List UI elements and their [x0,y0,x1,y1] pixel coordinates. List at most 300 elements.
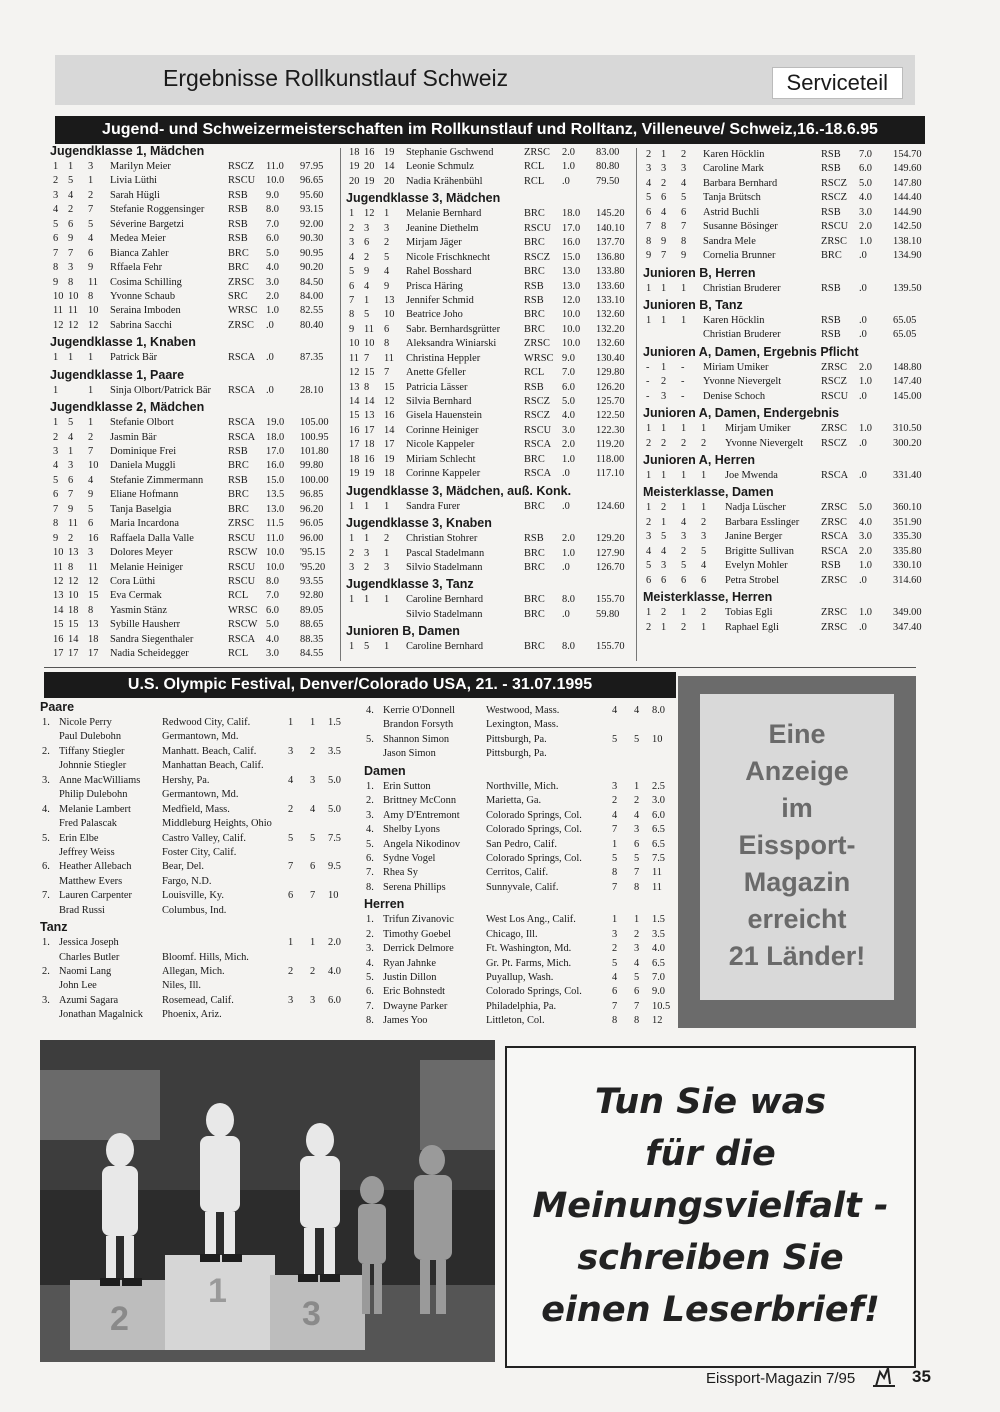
result-cell: 10.0 [266,547,285,559]
result-cell: 2 [661,607,667,619]
result-cell: RSB [228,204,248,216]
result-row [643,390,928,404]
result-cell: 6.0 [859,163,872,175]
result-cell: 8 [661,221,667,233]
result-cell: Maria Incardona [110,518,179,530]
result-cell: Petra Strobel [725,574,779,586]
result-cell: 7 [364,352,370,364]
result-cell: 5 [646,192,652,204]
result-cell: RSB [228,446,248,457]
result-cell: 9.5 [328,861,341,873]
section-label: Serviceteil [772,67,903,99]
result-cell: RSCA [524,468,552,480]
result-cell: BRC [524,500,545,512]
result-cell: 7 [288,861,294,873]
result-cell: 2 [681,621,687,633]
result-row [50,647,335,661]
result-cell: .0 [859,621,867,633]
result-cell: 10 [652,733,663,745]
result-cell: 2.0 [562,533,575,545]
result-cell: 1 [288,937,294,949]
result-cell: RSB [228,189,248,201]
result-cell: 2 [349,222,355,234]
result-cell: 89.05 [300,604,324,616]
ad-line: Magazin [743,867,851,897]
result-cell: Cosima Schilling [110,276,182,288]
result-cell: 19 [364,175,375,187]
result-cell: Evelyn Mohler [725,560,788,572]
result-cell: 10 [68,590,79,602]
result-row [346,265,632,279]
result-cell: ZRSC [228,319,254,331]
result-cell: 10 [68,290,79,302]
result-cell: 2. [42,745,50,757]
result-cell: Serena Phillips [383,881,446,893]
result-row [643,328,928,342]
result-cell: 155.70 [596,594,625,606]
result-cell: 1 [88,352,94,364]
result-cell: 7 [612,881,618,893]
result-cell: Melanie Heiniger [110,561,183,573]
result-cell: 1 [384,208,390,220]
result-cell: 79.50 [596,175,620,187]
result-cell: Silvio Stadelmann [406,561,483,573]
result-cell: 5. [42,832,50,844]
result-row [50,304,335,318]
results-column-5 [364,704,676,1029]
result-cell: 129.80 [596,367,625,379]
result-cell: 2 [701,437,707,449]
result-cell: 4. [366,957,374,969]
result-cell: Prisca Häring [406,280,463,292]
result-cell: 1 [384,500,390,512]
result-row [643,282,928,296]
result-cell: 7.0 [562,367,575,379]
result-cell: 3 [661,163,667,175]
result-cell: 1 [349,208,355,220]
result-cell: Cornelia Brunner [703,250,776,262]
result-cell: 65.05 [893,314,917,326]
result-row [40,1008,358,1022]
result-cell: 2 [612,943,618,955]
result-cell: 18 [384,468,395,480]
result-cell: 4 [364,280,370,292]
result-row [364,852,676,866]
result-cell: 7. [366,867,374,879]
result-cell: 1. [366,780,374,792]
result-cell: Bianca Zahler [110,247,169,259]
result-row [40,889,358,903]
result-cell: 5 [384,251,390,263]
result-cell: Cora Lüthi [110,575,156,587]
result-row [346,424,632,438]
result-row [346,280,632,294]
result-cell: 19 [384,147,395,158]
ad-line: 21 Länder! [728,941,866,971]
result-cell: .0 [859,574,867,586]
result-cell: 5 [634,972,640,983]
result-cell: 3 [384,561,390,573]
result-cell: 1.0 [859,376,872,388]
result-row [643,437,928,451]
result-cell: 1 [384,641,390,653]
result-cell: 8 [88,290,94,302]
result-cell: 1 [68,446,74,457]
result-cell: Manhatt. Beach, Calif. [162,745,257,757]
result-cell: 6.5 [652,824,665,836]
result-cell: 6 [88,247,94,259]
result-cell: 139.50 [893,282,922,294]
result-cell: 6 [88,518,94,530]
result-cell: 2 [384,533,390,545]
result-cell: Sabr. Bernhardsgrütter [406,323,501,335]
result-cell: 5 [634,852,640,864]
result-cell: 13 [68,547,79,559]
result-cell: 11.5 [266,518,284,530]
result-cell: RSB [821,206,841,218]
result-row [50,517,335,531]
result-cell: 4.0 [266,262,279,274]
result-cell: Germantown, Md. [162,731,239,743]
result-cell: 1 [681,607,687,619]
category-heading: Jugendklasse 1, Mädchen [50,144,205,158]
result-cell: 8 [53,262,59,274]
result-cell: Erin Sutton [383,780,431,792]
result-cell: RSB [524,381,544,393]
result-cell: 3.0 [652,795,665,807]
result-cell: 2.0 [562,439,575,451]
result-cell: 1. [366,914,374,926]
result-cell: RSB [821,149,841,160]
result-cell: BRC [524,608,545,620]
result-row [364,881,676,895]
result-cell: Louisville, Ky. [162,890,224,902]
result-cell: 6 [53,233,59,245]
result-row [50,174,335,188]
result-cell: 10 [349,338,360,350]
result-cell: 2 [646,621,652,633]
result-cell: 17 [68,648,79,660]
result-cell: 7. [42,890,50,902]
result-cell: 3 [364,547,370,559]
result-cell: 1 [612,914,618,926]
category-heading: Meisterklasse, Damen [643,485,774,500]
result-cell: 18 [68,604,79,616]
result-cell: 4 [681,516,687,528]
result-cell: 4.0 [328,966,341,977]
result-cell: 4 [384,266,390,278]
result-cell: 3.0 [266,648,279,660]
result-cell: 101.80 [300,446,329,457]
result-cell: 3 [661,390,667,402]
result-row [40,951,358,965]
result-cell: 3 [612,780,618,792]
result-cell: 10 [53,547,64,559]
result-cell: 6 [634,986,640,998]
advertisement-text [700,716,894,975]
result-cell: RSCZ [821,437,847,449]
result-cell: 2.0 [562,147,575,158]
result-cell: 9 [88,262,94,274]
result-cell: RSCA [228,352,256,364]
result-cell: Yvonne Nievergelt [703,376,782,388]
result-cell: 11 [53,561,64,573]
result-cell: 8 [612,867,618,879]
result-cell: 13 [53,590,64,602]
result-cell: .0 [859,250,867,262]
result-cell: 1 [681,470,687,481]
result-cell: 5 [88,218,94,230]
result-row [50,276,335,290]
result-cell: Christian Bruderer [703,329,781,341]
result-cell: 3 [53,189,59,201]
result-cell: 9 [384,280,390,292]
header-banner [55,55,915,105]
result-cell: 124.60 [596,500,625,512]
category-heading: Jugendklasse 3, Mädchen [346,191,501,206]
result-row [50,189,335,203]
result-cell: 5 [612,733,618,745]
result-cell: Northville, Mich. [486,780,559,792]
result-cell: RSCA [821,545,849,557]
result-cell: 10 [53,290,64,302]
result-row [50,351,335,365]
result-cell: 2 [384,237,390,249]
result-cell: 3. [42,994,50,1006]
category-heading: Tanz [40,920,68,935]
result-cell: RSB [524,533,544,545]
result-cell: 3 [88,547,94,559]
result-cell: 4 [53,460,59,472]
result-row [643,235,928,249]
result-cell: 4 [646,177,652,189]
result-row [364,866,676,880]
result-cell: 92.00 [300,218,324,230]
result-cell: 7 [634,867,640,879]
results-column-2 [346,146,632,655]
result-cell: Gr. Pt. Farms, Mich. [486,957,572,969]
result-cell: Amy D'Entremont [383,809,460,821]
result-cell: Karen Höcklin [703,314,765,326]
result-cell: 1.0 [562,547,575,559]
result-cell: Livia Lüthi [110,175,158,187]
result-cell: 2.0 [328,937,341,949]
result-cell: 2 [701,516,707,528]
category-heading: Junioren B, Damen [346,624,460,639]
result-cell: 6 [661,574,667,586]
result-cell: 2 [612,795,618,807]
result-cell: Colorado Springs, Col. [486,824,582,836]
result-cell: 1 [661,516,667,528]
result-row [40,832,358,846]
result-cell: .0 [859,314,867,326]
result-cell: 6 [68,218,74,230]
result-cell: 2 [53,175,59,187]
result-cell: 2 [661,376,667,388]
result-cell: 16.0 [266,460,285,472]
result-cell: 4 [701,560,707,572]
result-cell: 17 [349,439,360,451]
result-cell: 17.0 [266,446,285,457]
result-cell: 1.0 [859,235,872,247]
result-cell: 1 [701,621,707,633]
result-cell: 351.90 [893,516,922,528]
result-cell: 4 [634,957,640,969]
result-cell: 84.50 [300,276,324,288]
result-cell: Bloomf. Hills, Mich. [162,951,249,963]
result-cell: Jeanine Diethelm [406,222,479,234]
result-cell: 6 [646,574,652,586]
result-row [346,593,632,607]
result-cell: 19 [364,468,375,480]
result-cell: 2 [661,437,667,449]
result-cell: 310.50 [893,423,922,435]
result-cell: Paul Dulebohn [59,731,122,743]
result-cell: BRC [524,309,545,321]
result-cell: 5 [53,474,59,486]
podium-number-first: 1 [208,1272,227,1310]
result-cell: 3. [366,809,374,821]
result-cell: 138.10 [893,235,922,247]
result-cell: 10.0 [562,338,581,350]
result-cell: 7 [681,221,687,233]
result-cell: John Lee [59,980,97,992]
result-cell: Caroline Bernhard [406,594,484,606]
result-cell: 3 [310,994,316,1006]
result-cell: RSB [821,163,841,175]
result-cell: 5. [366,972,374,983]
result-cell: 1.0 [266,305,279,317]
result-cell: BRC [524,547,545,559]
result-cell: .0 [859,329,867,341]
result-cell: RSCU [228,532,256,544]
result-cell: .0 [266,384,274,396]
result-cell: 12 [364,208,375,220]
result-row [40,730,358,744]
result-cell: BRC [228,503,249,515]
result-row [346,395,632,409]
result-row [643,375,928,389]
result-cell: RSCA [821,470,849,481]
result-cell: 360.10 [893,502,922,514]
result-cell: 1 [349,533,355,545]
result-row [364,971,676,985]
result-cell: 133.80 [596,266,625,278]
result-cell: 11 [68,518,79,530]
result-row [346,561,632,575]
result-row [346,337,632,351]
result-cell: 8 [634,1015,640,1027]
result-row [40,994,358,1008]
result-cell: 7.5 [652,852,665,864]
result-cell: 11 [652,867,663,879]
result-cell: Mirjam Umiker [725,423,791,435]
result-cell: 4 [634,705,640,716]
result-cell: 7.5 [328,832,341,844]
result-row [643,530,928,544]
category-heading: Jugendklasse 1, Knaben [50,335,196,350]
result-row [40,803,358,817]
result-cell: 1 [646,423,652,435]
result-row [40,759,358,773]
result-cell: 8.0 [266,204,279,216]
result-cell: 129.20 [596,533,625,545]
result-cell: 3. [42,774,50,786]
result-cell: Dolores Meyer [110,547,173,559]
result-row [346,352,632,366]
result-cell: 9 [68,503,74,515]
result-cell: 6.5 [652,957,665,969]
letter-line: schreiben Sie [577,1238,844,1278]
result-cell: 6 [349,280,355,292]
result-cell: 92.80 [300,590,324,602]
result-cell: 335.80 [893,545,922,557]
result-cell: 1 [384,594,390,606]
result-row [50,218,335,232]
result-cell: 13.0 [562,280,581,292]
result-cell: 3 [349,561,355,573]
result-cell: 8.0 [562,641,575,653]
result-cell: 2.5 [652,780,665,792]
result-cell: 4 [646,545,652,557]
result-cell: 13.5 [266,489,285,501]
result-cell: 16 [88,532,99,544]
result-row [364,704,676,718]
result-cell: .0 [562,608,570,620]
result-cell: 331.40 [893,470,922,481]
result-row [643,162,928,176]
result-cell: 122.50 [596,410,625,422]
result-cell: 1 [634,780,640,792]
result-cell: 7. [366,1000,374,1012]
result-cell: 7 [88,446,94,457]
result-cell: Stefanie Olbort [110,417,174,429]
result-cell: Philadelphia, Pa. [486,1000,557,1012]
result-cell: 96.85 [300,489,324,501]
result-cell: RCL [524,367,545,379]
result-cell: 1. [42,717,50,728]
result-cell: Bear, Del. [162,861,204,873]
result-cell: 132.60 [596,338,625,350]
swiss-championship-title: Jugend- und Schweizermeisterschaften im Rollkunstlauf und Rolltanz, Villeneuve/ Schweiz,16.-18.6.95 [55,116,925,144]
result-cell: Astrid Buchli [703,206,760,218]
result-row [40,965,358,979]
result-cell: 7.0 [652,972,665,983]
result-row [50,160,335,174]
advertisement-panel [700,694,894,1000]
result-cell: 2 [634,928,640,940]
result-cell: 4 [288,774,294,786]
result-cell: 16 [349,424,360,436]
result-cell: 17 [384,439,395,451]
result-cell: 147.80 [893,177,922,189]
podium-photo-illustration [40,1040,495,1362]
result-cell: 1.0 [859,607,872,619]
letter-to-editor-text [507,1076,914,1336]
result-cell: 6 [646,206,652,218]
result-cell: Kerrie O'Donnell [383,705,455,716]
result-cell: 3 [661,560,667,572]
result-cell: 15.0 [266,474,285,486]
result-cell: Yasmin Stänz [110,604,167,616]
result-cell: 1 [661,282,667,294]
result-cell: BRC [524,237,545,249]
result-cell: 2 [88,189,94,201]
result-cell: 1.0 [562,453,575,465]
result-cell: 4 [681,177,687,189]
result-cell: 12 [53,319,64,331]
result-cell: 10 [364,338,375,350]
